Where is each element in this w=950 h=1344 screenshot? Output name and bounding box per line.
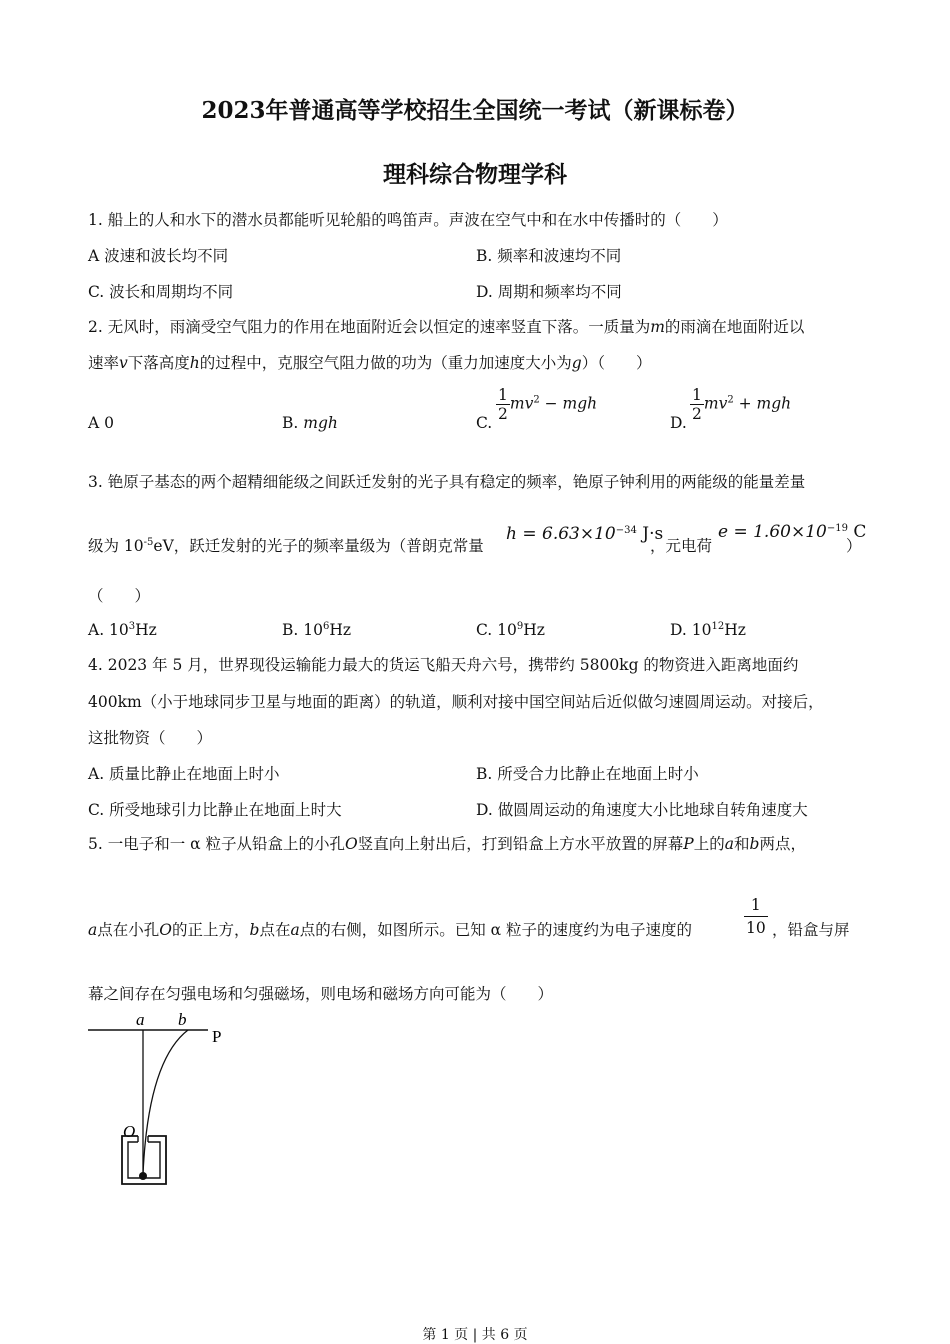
q5-stem-line2: a点在小孔O的正上方，b点在a点的右侧，如图所示。已知 α 粒子的速度约为电子速度的 [88, 921, 693, 939]
q4-stem-line1: 4. 2023 年 5 月，世界现役运输能力最大的货运飞船天舟六号，携带约 5800kg 的物资进入距离地面约 [88, 656, 799, 674]
q5-fraction: $\frac{1}{10}$ [746, 896, 766, 937]
q4-stem-line2: 400km（小于地球同步卫星与地面的距离）的轨道，顺利对接中国空间站后近似做匀速圆周运动。对接后， [88, 693, 824, 711]
q1-option-c: C. 波长和周期均不同 [88, 283, 234, 301]
fig-label-a: a [136, 1010, 145, 1029]
q2-option-c-label: C. [476, 414, 493, 432]
q4-option-a: A. 质量比静止在地面上时小 [88, 765, 280, 783]
q3-answer-paren: （ ） [88, 587, 151, 605]
q5-stem-line1: 5. 一电子和一 α 粒子从铅盒上的小孔O竖直向上射出后，打到铅盒上方水平放置的屏幕P上的a和b两点， [88, 835, 806, 853]
q4-option-d: D. 做圆周运动的角速度大小比地球自转角速度大 [476, 801, 808, 819]
q2-option-a: A 0 [88, 414, 114, 432]
q1-option-b: B. 频率和波速均不同 [476, 247, 622, 265]
q3-option-c: C. $10^9Hz$ [476, 621, 545, 639]
q4-option-b: B. 所受合力比静止在地面上时小 [476, 765, 699, 783]
fig-label-b: b [178, 1010, 187, 1029]
q3-planck-constant: $h = 6.63\times 10^{-34}$ J·s [506, 524, 664, 544]
exam-subtitle: 理科综合物理学科 [383, 161, 567, 188]
fig-label-o: O [123, 1122, 136, 1141]
q3-option-b: B. $10^6Hz$ [282, 621, 352, 639]
q2-option-c-expr: $\frac{1}{2}$ $mv^2$ − mgh [498, 386, 598, 423]
q3-stem-line1: 3. 铯原子基态的两个超精细能级之间跃迁发射的光子具有稳定的频率，铯原子钟利用的两能级的能量差量 [88, 473, 806, 491]
q5-figure [80, 1008, 250, 1198]
q3-mid-text: ，元电荷 [650, 537, 713, 555]
q2-option-b: B. mgh [282, 414, 338, 432]
q3-stem-line2: 级为 $10^{-5}eV$，跃迁发射的光子的频率量级为（普朗克常量 [88, 537, 484, 555]
q3-option-d: D. $10^{12}Hz$ [670, 621, 746, 639]
fig-label-p: P [212, 1027, 222, 1046]
q1-option-d: D. 周期和频率均不同 [476, 283, 622, 301]
q2-stem-line2: 速率v下落高度h的过程中，克服空气阻力做的功为（重力加速度大小为g）（ ） [88, 354, 652, 372]
q3-option-a: A. $10^3Hz$ [88, 621, 157, 639]
q3-elementary-charge: $e = 1.60\times 10^{-19}$ C [718, 522, 867, 542]
q2-option-d-expr: $\frac{1}{2}$ $mv^2$ + mgh [692, 386, 792, 423]
q2-stem-line1: 2. 无风时，雨滴受空气阻力的作用在地面附近会以恒定的速率竖直下落。一质量为m的雨滴在地面附近以 [88, 318, 805, 336]
q5-stem-line2-end: ，铅盒与屏 [772, 921, 850, 939]
q3-close-paren: ） [846, 537, 862, 555]
exam-title: 2023年普通高等学校招生全国统一考试（新课标卷） [201, 97, 749, 124]
q4-option-c: C. 所受地球引力比静止在地面上时大 [88, 801, 342, 819]
q4-stem-line3: 这批物资（ ） [88, 729, 213, 747]
q1-stem: 1. 船上的人和水下的潜水员都能听见轮船的鸣笛声。声波在空气中和在水中传播时的（ ） [88, 211, 728, 229]
q2-option-d-label: D. [670, 414, 687, 432]
q5-stem-line3: 幕之间存在匀强电场和匀强磁场，则电场和磁场方向可能为（ ） [88, 985, 554, 1003]
q1-option-a: A 波速和波长均不同 [88, 247, 229, 265]
source-dot [139, 1172, 147, 1180]
page-footer: 第 1 页 | 共 6 页 [422, 1327, 528, 1343]
